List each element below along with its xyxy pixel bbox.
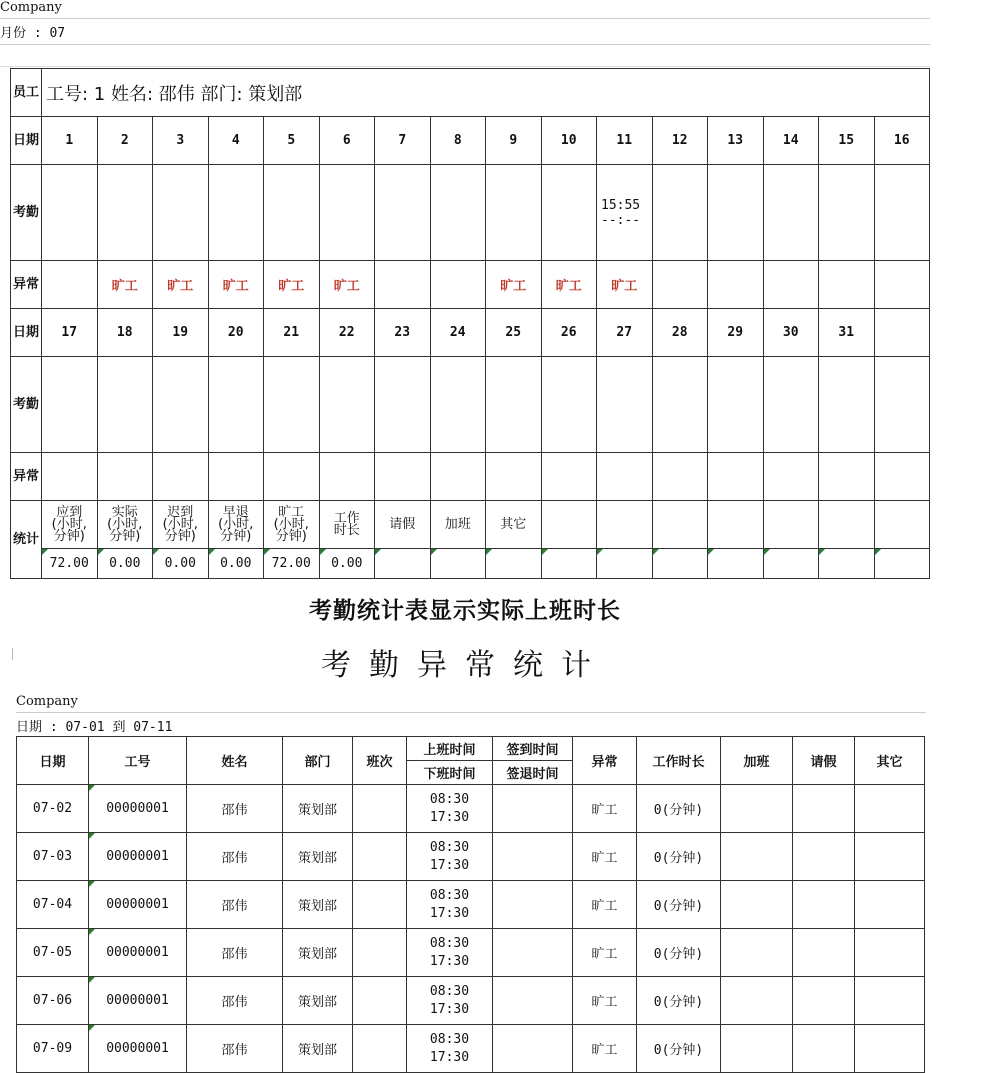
abnormal-cell <box>42 261 98 309</box>
stats-value-cell: 0.00 <box>208 549 264 579</box>
row-work-length: 0(分钟) <box>637 833 721 881</box>
row-abnormal: 旷工 <box>573 785 637 833</box>
abnormal-cell <box>264 453 320 501</box>
row-shift <box>353 881 407 929</box>
row-dept: 策划部 <box>283 881 353 929</box>
row-sign <box>493 929 573 977</box>
header-name: 姓名 <box>187 737 283 785</box>
date-row-2 <box>11 309 930 357</box>
row-dept: 策划部 <box>283 977 353 1025</box>
abnormal-cell <box>874 261 930 309</box>
abnormal-row-2 <box>11 453 930 501</box>
attendance-cell <box>708 165 764 261</box>
day-cell: 27 <box>597 309 653 357</box>
header-other: 其它 <box>855 737 925 785</box>
stats-header-cell <box>541 501 597 549</box>
attendance-cell <box>430 165 486 261</box>
header-shift: 班次 <box>353 737 407 785</box>
row-times: 08:30 17:30 <box>407 1025 493 1073</box>
stats-header-cell: 应到 (小时, 分钟) <box>42 501 98 549</box>
day-cell: 10 <box>541 117 597 165</box>
stats-value-cell <box>375 549 431 579</box>
attendance-cell <box>652 357 708 453</box>
stats-value-cell <box>874 549 930 579</box>
row-overtime <box>721 1025 793 1073</box>
row-dept: 策划部 <box>283 785 353 833</box>
abnormal-cell <box>708 453 764 501</box>
stats-value-cell <box>763 549 819 579</box>
attendance-cell <box>430 357 486 453</box>
stats-value-cell <box>486 549 542 579</box>
row-work-length: 0(分钟) <box>637 881 721 929</box>
row-work-length: 0(分钟) <box>637 785 721 833</box>
row-abnormal: 旷工 <box>573 881 637 929</box>
row-overtime <box>721 977 793 1025</box>
attendance-cell <box>97 165 153 261</box>
stats-header-cell <box>819 501 875 549</box>
day-cell: 1 <box>42 117 98 165</box>
table-row <box>17 1025 925 1073</box>
stats-value-cell: 0.00 <box>97 549 153 579</box>
abnormal-cell <box>208 453 264 501</box>
abnormal-cell <box>375 453 431 501</box>
day-cell: 26 <box>541 309 597 357</box>
day-cell: 31 <box>819 309 875 357</box>
stats-header-cell: 迟到 (小时, 分钟) <box>153 501 209 549</box>
sheet1-spacer <box>0 46 930 67</box>
day-cell <box>874 309 930 357</box>
row-overtime <box>721 881 793 929</box>
row-leave <box>793 929 855 977</box>
stats-header-cell: 加班 <box>430 501 486 549</box>
caption: 考勤统计表显示实际上班时长 <box>309 598 621 624</box>
abnormal-cell <box>874 453 930 501</box>
stats-header-cell: 早退 (小时, 分钟) <box>208 501 264 549</box>
employee-info: 工号: 1 姓名: 邵伟 部门: 策划部 <box>42 69 930 117</box>
row-leave <box>793 833 855 881</box>
day-cell: 25 <box>486 309 542 357</box>
attendance-row-1 <box>11 165 930 261</box>
row-date: 07-06 <box>17 977 89 1025</box>
day-cell: 8 <box>430 117 486 165</box>
day-cell: 23 <box>375 309 431 357</box>
attendance-cell <box>819 165 875 261</box>
row-overtime <box>721 785 793 833</box>
day-cell: 20 <box>208 309 264 357</box>
row-other <box>855 833 925 881</box>
header-on-time: 上班时间 <box>407 737 493 761</box>
row-sign <box>493 881 573 929</box>
day-cell: 15 <box>819 117 875 165</box>
employee-row <box>11 69 930 117</box>
row-dept: 策划部 <box>283 833 353 881</box>
stats-value-cell <box>708 549 764 579</box>
row-emp-id: 00000001 <box>89 785 187 833</box>
row-emp-id: 00000001 <box>89 1025 187 1073</box>
abnormal-cell <box>486 453 542 501</box>
abnormal-cell <box>652 261 708 309</box>
date-row-1 <box>11 117 930 165</box>
stats-header-cell: 其它 <box>486 501 542 549</box>
stats-value-cell: 72.00 <box>264 549 320 579</box>
attendance-cell <box>708 357 764 453</box>
day-cell: 2 <box>97 117 153 165</box>
stats-value-cell: 0.00 <box>319 549 375 579</box>
stats-value-cell <box>819 549 875 579</box>
abnormal-cell: 旷工 <box>208 261 264 309</box>
row-sign <box>493 1025 573 1073</box>
row-work-length: 0(分钟) <box>637 977 721 1025</box>
abnormal-cell: 旷工 <box>541 261 597 309</box>
abnormal-cell <box>708 261 764 309</box>
row-work-length: 0(分钟) <box>637 1025 721 1073</box>
row-times: 08:30 17:30 <box>407 881 493 929</box>
day-cell: 24 <box>430 309 486 357</box>
row-shift <box>353 929 407 977</box>
row-leave <box>793 881 855 929</box>
row-date: 07-05 <box>17 929 89 977</box>
sheet2-title: 考勤异常统计 <box>321 648 609 683</box>
attendance-cell <box>97 357 153 453</box>
day-cell: 6 <box>319 117 375 165</box>
attendance-cell <box>264 357 320 453</box>
row-other <box>855 881 925 929</box>
abnormal-cell <box>541 453 597 501</box>
row-dept: 策划部 <box>283 929 353 977</box>
row-abnormal: 旷工 <box>573 929 637 977</box>
table-row <box>17 977 925 1025</box>
header-date: 日期 <box>17 737 89 785</box>
day-cell: 17 <box>42 309 98 357</box>
stats-value-cell: 0.00 <box>153 549 209 579</box>
stats-value-cell <box>541 549 597 579</box>
row-emp-id: 00000001 <box>89 929 187 977</box>
attendance-row-2 <box>11 357 930 453</box>
stats-value-cell <box>430 549 486 579</box>
stats-header-cell: 请假 <box>375 501 431 549</box>
abnormal-cell: 旷工 <box>597 261 653 309</box>
attendance-cell <box>264 165 320 261</box>
stats-header-cell <box>874 501 930 549</box>
attendance-label: 考勤 <box>11 165 42 261</box>
day-cell: 19 <box>153 309 209 357</box>
day-cell: 16 <box>874 117 930 165</box>
stats-header-cell: 旷工 (小时, 分钟) <box>264 501 320 549</box>
row-date: 07-09 <box>17 1025 89 1073</box>
row-shift <box>353 785 407 833</box>
attendance-cell <box>541 357 597 453</box>
attendance-cell <box>42 165 98 261</box>
row-dept: 策划部 <box>283 1025 353 1073</box>
header-sign-out: 签退时间 <box>493 761 573 785</box>
day-cell: 30 <box>763 309 819 357</box>
header-leave: 请假 <box>793 737 855 785</box>
attendance-label: 考勤 <box>11 357 42 453</box>
row-name: 邵伟 <box>187 833 283 881</box>
attendance-cell <box>42 357 98 453</box>
abnormal-table <box>16 736 925 1073</box>
stats-label: 统计 <box>11 501 42 579</box>
attendance-cell <box>874 165 930 261</box>
attendance-cell <box>763 165 819 261</box>
stats-header-cell <box>652 501 708 549</box>
sheet1-month: 月份 : 07 <box>0 22 930 45</box>
stats-header-cell <box>708 501 764 549</box>
day-cell: 4 <box>208 117 264 165</box>
day-cell: 18 <box>97 309 153 357</box>
stats-value-row <box>11 549 930 579</box>
abnormal-cell <box>652 453 708 501</box>
abnormal-cell <box>819 453 875 501</box>
row-other <box>855 785 925 833</box>
attendance-cell <box>319 357 375 453</box>
row-abnormal: 旷工 <box>573 1025 637 1073</box>
day-cell: 12 <box>652 117 708 165</box>
sheet2-company: Company <box>16 694 926 713</box>
abnormal-cell: 旷工 <box>486 261 542 309</box>
row-date: 07-04 <box>17 881 89 929</box>
sheet2-date-range: 日期 : 07-01 到 07-11 <box>16 720 173 735</box>
attendance-cell <box>153 357 209 453</box>
attendance-cell <box>375 357 431 453</box>
row-name: 邵伟 <box>187 977 283 1025</box>
row-sign <box>493 833 573 881</box>
attendance-cell: 15:55 --:-- <box>597 165 653 261</box>
row-times: 08:30 17:30 <box>407 833 493 881</box>
day-cell: 11 <box>597 117 653 165</box>
stats-header-row <box>11 501 930 549</box>
sheet1-company: Company <box>0 0 930 19</box>
attendance-cell <box>874 357 930 453</box>
day-cell: 13 <box>708 117 764 165</box>
attendance-cell <box>652 165 708 261</box>
attendance-cell <box>153 165 209 261</box>
abnormal-cell <box>763 453 819 501</box>
day-cell: 9 <box>486 117 542 165</box>
day-cell: 29 <box>708 309 764 357</box>
abnormal-cell <box>819 261 875 309</box>
abnormal-cell <box>430 261 486 309</box>
row-emp-id: 00000001 <box>89 881 187 929</box>
date-label: 日期 <box>11 117 42 165</box>
table-row <box>17 929 925 977</box>
attendance-cell <box>597 357 653 453</box>
table-row <box>17 881 925 929</box>
row-name: 邵伟 <box>187 929 283 977</box>
header-abnormal: 异常 <box>573 737 637 785</box>
abnormal-header-row-1 <box>17 737 925 761</box>
stats-value-cell <box>652 549 708 579</box>
abnormal-cell <box>153 453 209 501</box>
row-overtime <box>721 833 793 881</box>
abnormal-cell: 旷工 <box>153 261 209 309</box>
row-sign <box>493 977 573 1025</box>
row-other <box>855 1025 925 1073</box>
row-overtime <box>721 929 793 977</box>
row-leave <box>793 977 855 1025</box>
abnormal-sheet <box>0 636 930 1065</box>
attendance-cell <box>208 357 264 453</box>
day-cell: 21 <box>264 309 320 357</box>
row-other <box>855 929 925 977</box>
stats-header-cell: 实际 (小时, 分钟) <box>97 501 153 549</box>
day-cell: 7 <box>375 117 431 165</box>
header-overtime: 加班 <box>721 737 793 785</box>
attendance-cell <box>208 165 264 261</box>
day-cell: 5 <box>264 117 320 165</box>
abnormal-row-1 <box>11 261 930 309</box>
abnormal-cell <box>42 453 98 501</box>
abnormal-cell <box>375 261 431 309</box>
stats-value-cell <box>597 549 653 579</box>
abnormal-cell <box>430 453 486 501</box>
row-date: 07-03 <box>17 833 89 881</box>
row-shift <box>353 977 407 1025</box>
row-times: 08:30 17:30 <box>407 977 493 1025</box>
attendance-cell <box>486 165 542 261</box>
row-date: 07-02 <box>17 785 89 833</box>
row-leave <box>793 1025 855 1073</box>
attendance-cell <box>763 357 819 453</box>
stats-header-cell <box>597 501 653 549</box>
abnormal-cell <box>763 261 819 309</box>
abnormal-cell <box>597 453 653 501</box>
attendance-cell <box>375 165 431 261</box>
day-cell: 14 <box>763 117 819 165</box>
row-emp-id: 00000001 <box>89 977 187 1025</box>
row-times: 08:30 17:30 <box>407 929 493 977</box>
row-leave <box>793 785 855 833</box>
attendance-cell <box>819 357 875 453</box>
attendance-cell <box>541 165 597 261</box>
employee-row-label: 员工 <box>11 69 42 117</box>
row-work-length: 0(分钟) <box>637 929 721 977</box>
abnormal-label: 异常 <box>11 261 42 309</box>
table-row <box>17 833 925 881</box>
row-abnormal: 旷工 <box>573 833 637 881</box>
header-sign-in: 签到时间 <box>493 737 573 761</box>
header-emp-id: 工号 <box>89 737 187 785</box>
row-shift <box>353 833 407 881</box>
day-cell: 3 <box>153 117 209 165</box>
row-emp-id: 00000001 <box>89 833 187 881</box>
row-name: 邵伟 <box>187 881 283 929</box>
header-dept: 部门 <box>283 737 353 785</box>
day-cell: 22 <box>319 309 375 357</box>
row-shift <box>353 1025 407 1073</box>
abnormal-cell: 旷工 <box>264 261 320 309</box>
row-times: 08:30 17:30 <box>407 785 493 833</box>
abnormal-cell: 旷工 <box>319 261 375 309</box>
abnormal-cell <box>97 453 153 501</box>
attendance-table <box>10 68 930 579</box>
row-sign <box>493 785 573 833</box>
row-other <box>855 977 925 1025</box>
stats-value-cell: 72.00 <box>42 549 98 579</box>
day-cell: 28 <box>652 309 708 357</box>
abnormal-label: 异常 <box>11 453 42 501</box>
header-work-length: 工作时长 <box>637 737 721 785</box>
attendance-cell <box>319 165 375 261</box>
row-name: 邵伟 <box>187 1025 283 1073</box>
header-off-time: 下班时间 <box>407 761 493 785</box>
stats-header-cell <box>763 501 819 549</box>
abnormal-cell <box>319 453 375 501</box>
abnormal-cell: 旷工 <box>97 261 153 309</box>
date-label: 日期 <box>11 309 42 357</box>
stats-header-cell: 工作 时长 <box>319 501 375 549</box>
attendance-cell <box>486 357 542 453</box>
table-row <box>17 785 925 833</box>
row-abnormal: 旷工 <box>573 977 637 1025</box>
row-name: 邵伟 <box>187 785 283 833</box>
